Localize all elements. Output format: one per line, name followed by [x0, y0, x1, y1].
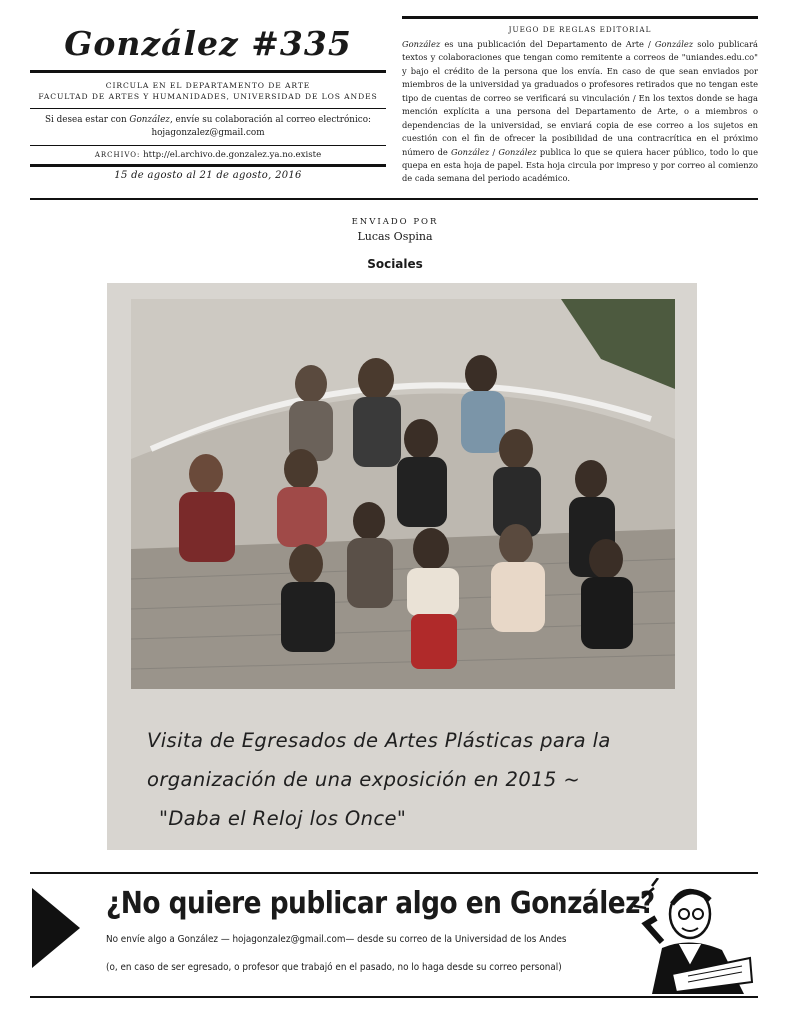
- contact-info: [30, 109, 386, 145]
- banner-line-2: (o, en caso de ser egresado, o profesor que trabajó en el pasado, no lo haga desde su correo personal): [106, 962, 562, 973]
- header-divider: [30, 198, 758, 200]
- contact-prefix: Si desea estar con: [45, 115, 130, 125]
- editorial-rules: [402, 16, 758, 186]
- caption-line-2: organización de una exposición en 2015 ~: [147, 768, 581, 791]
- caption-line-3: "Daba el Reloj los Once": [159, 807, 407, 830]
- bottom-banner: [30, 872, 758, 998]
- archive-info: [30, 146, 386, 164]
- sent-by-label: ENVIADO POR: [351, 217, 439, 227]
- circulation-line-2: FACULTAD DE ARTES Y HUMANIDADES, UNIVERSIDAD DE LOS ANDES: [38, 92, 378, 101]
- issue-dates: 15 de agosto al 21 de agosto, 2016: [114, 170, 302, 182]
- masthead-title: González #335: [64, 24, 352, 63]
- section-title: Sociales: [367, 257, 423, 271]
- masthead: [30, 16, 386, 187]
- archive-url[interactable]: http://el.archivo.de.gonzalez.ya.no.existe: [143, 150, 322, 161]
- contact-suffix: , envíe su colaboración al correo electrónico:: [169, 115, 371, 125]
- reading-man-icon: [632, 878, 756, 994]
- banner-headline: ¿No quiere publicar algo en González?: [106, 886, 655, 921]
- caption-line-1: Visita de Egresados de Artes Plásticas para la: [147, 729, 611, 752]
- contact-email[interactable]: hojagonzalez@gmail.com: [151, 128, 265, 139]
- photo-caption: [147, 721, 667, 838]
- contact-brand: González: [129, 115, 170, 125]
- author-name: Lucas Ospina: [357, 230, 433, 243]
- circulation-line-1: CIRCULA EN EL DEPARTAMENTO DE ARTE: [105, 81, 311, 90]
- rules-body: González es una publicación del Departamento de Arte / González solo publicará textos y colaboraciones que tengan como remitente a correos de "uniandes.edu.co" y bajo el crédito de la persona que los envía. En caso de que sean enviados por miembros de la universidad ya graduados o profesores retirados que no tengan este tipo de cuentas de correo se verificará su vinculación / En los textos donde se haga mención explícita a una persona del Departamento de Arte, o a miembros o dependencias de la universidad, se enviará copia de ese correo a los sujetos en cuestión con el fin de ofrecer la posibilidad de una contracrítica en el próximo número de González / González publica lo que se quiera hacer público, todo lo que quepa en esta hoja de papel. Esta hoja circula por impreso y por correo al comienzo de cada semana del periodo académico.: [402, 39, 759, 184]
- circulation-info: [30, 73, 386, 108]
- archive-label: ARCHIVO:: [94, 151, 141, 160]
- group-photo: [131, 299, 675, 689]
- photo-card: [107, 283, 697, 850]
- arrow-icon: [32, 888, 80, 968]
- banner-line-1: No envíe algo a González — hojagonzalez@gmail.com— desde su correo de la Universidad de los Andes: [106, 934, 567, 945]
- rules-title: JUEGO DE REGLAS EDITORIAL: [508, 25, 652, 34]
